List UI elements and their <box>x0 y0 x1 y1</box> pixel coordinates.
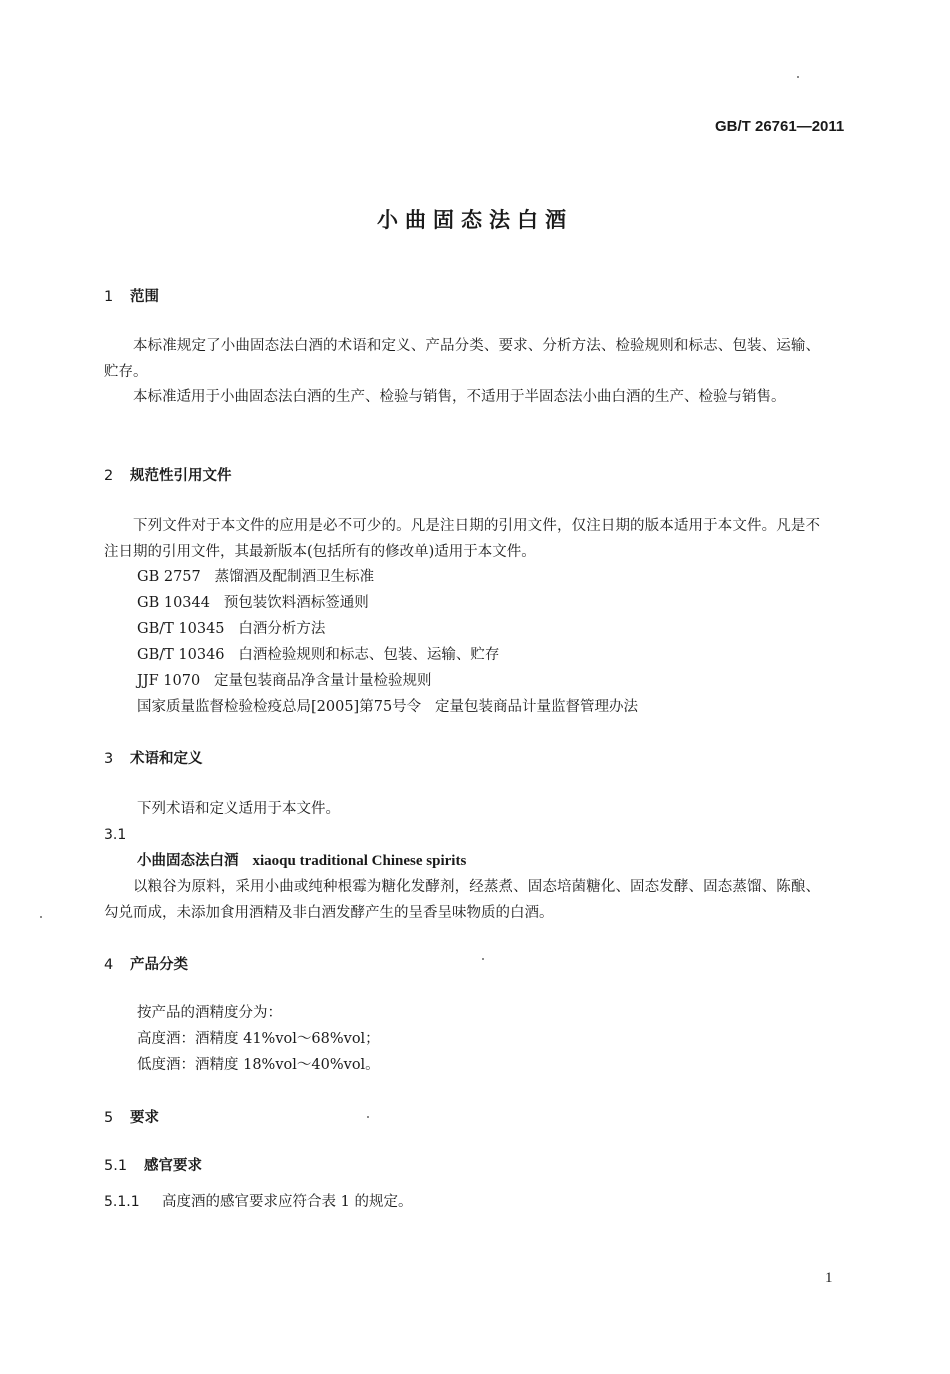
reference-item <box>137 616 325 642</box>
section-number: 4 <box>104 957 114 973</box>
reference-code: JJF 1070 <box>137 673 201 689</box>
document-title: 小曲固态法白酒 <box>377 208 573 232</box>
subsection-title: 感官要求 <box>144 1158 202 1174</box>
section-title: 要求 <box>130 1110 159 1126</box>
section-title: 范围 <box>130 289 159 305</box>
term-english: xiaoqu traditional Chinese spirits <box>252 853 467 869</box>
term-definition: 以粮谷为原料，采用小曲或纯种根霉为糖化发酵剂，经蒸煮、固态培菌糖化、固态发酵、固态蒸馏、陈酿、勾兑而成，未添加食用酒精及非白酒发酵产生的呈香呈味物质的白酒。 <box>104 879 820 921</box>
section-heading-3 <box>104 747 203 768</box>
page-number: 1 <box>825 1270 833 1286</box>
section-number: 3 <box>104 751 114 767</box>
section-number: 5 <box>104 1110 114 1126</box>
reference-title: 定量包装商品计量监督管理办法 <box>435 699 638 715</box>
terms-intro: 下列术语和定义适用于本文件。 <box>137 801 340 817</box>
reference-item <box>137 668 432 694</box>
standard-number: GB/T 26761—2011 <box>715 118 845 135</box>
reference-item <box>137 642 499 668</box>
scan-speck <box>367 1116 369 1118</box>
reference-title: 白酒检验规则和标志、包装、运输、贮存 <box>238 647 500 663</box>
term-entry <box>137 848 466 874</box>
section-number: 2 <box>104 468 114 484</box>
reference-code: 国家质量监督检验检疫总局[2005]第75号令 <box>137 699 422 715</box>
reference-title: 定量包装商品净含量计量检验规则 <box>214 673 432 689</box>
section-title: 术语和定义 <box>130 751 203 767</box>
section-title: 产品分类 <box>130 957 188 973</box>
section-heading-4 <box>104 953 188 974</box>
clause-number: 5.1.1 <box>104 1194 140 1210</box>
subsection-heading <box>104 1154 202 1175</box>
reference-item <box>137 590 369 616</box>
section-number: 1 <box>104 289 114 305</box>
subsection-number: 3.1 <box>104 827 127 843</box>
scan-speck <box>40 916 42 918</box>
reference-title: 白酒分析方法 <box>238 621 326 637</box>
clause-text: 高度酒的感官要求应符合表 1 的规定。 <box>162 1194 413 1210</box>
classification-high: 高度酒：酒精度 41%vol～68%vol； <box>137 1031 380 1047</box>
references-intro: 下列文件对于本文件的应用是必不可少的。凡是注日期的引用文件，仅注日期的版本适用于本文件。凡是不注日期的引用文件，其最新版本(包括所有的修改单)适用于本文件。 <box>104 518 820 560</box>
classification-intro: 按产品的酒精度分为： <box>137 1005 282 1021</box>
clause <box>104 1189 412 1215</box>
reference-title: 蒸馏酒及配制酒卫生标准 <box>214 569 375 585</box>
subsection-number: 5.1 <box>104 1158 128 1174</box>
reference-code: GB/T 10345 <box>137 621 225 637</box>
reference-code: GB 2757 <box>137 569 201 585</box>
scope-paragraph-1: 本标准规定了小曲固态法白酒的术语和定义、产品分类、要求、分析方法、检验规则和标志、包装、运输、贮存。 <box>104 338 820 380</box>
section-heading-1 <box>104 285 159 306</box>
reference-code: GB 10344 <box>137 595 210 611</box>
reference-title: 预包装饮料酒标签通则 <box>223 595 369 611</box>
term-chinese: 小曲固态法白酒 <box>137 853 239 869</box>
section-heading-5 <box>104 1106 159 1127</box>
section-heading-2 <box>104 464 232 485</box>
classification-low: 低度酒：酒精度 18%vol～40%vol。 <box>137 1057 380 1073</box>
scan-speck <box>482 958 484 960</box>
reference-item <box>137 694 638 720</box>
reference-code: GB/T 10346 <box>137 647 225 663</box>
reference-item <box>137 564 374 590</box>
scan-speck <box>797 76 799 78</box>
scope-paragraph-2: 本标准适用于小曲固态法白酒的生产、检验与销售，不适用于半固态法小曲白酒的生产、检验与销售。 <box>133 389 786 405</box>
section-title: 规范性引用文件 <box>130 468 232 484</box>
